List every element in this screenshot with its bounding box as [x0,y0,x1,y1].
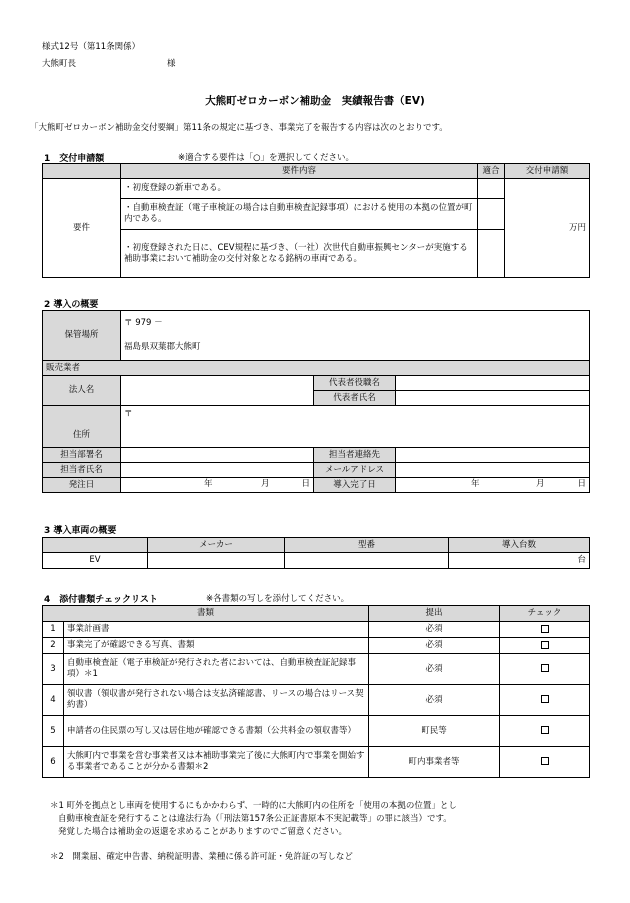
submit-requirement: 町内事業者等 [369,747,500,778]
fit-select[interactable] [478,230,505,278]
maker-field[interactable] [148,553,285,569]
storage-postal-field[interactable] [121,311,590,336]
table-row [43,654,590,685]
honorific: 様 [167,59,176,69]
grant-amount-field[interactable] [505,179,590,278]
checkbox[interactable] [541,664,549,672]
form-number: 様式12号（第11条関係） [42,42,141,52]
footnote-1-line2: 自動車検査証を発行することは違法行為（「刑法第157条公正証書原本不実記載等」の罪に該当）です。 [58,814,452,824]
doc-name: 自動車検査証（電子車検証が発行された者においては、自動車検査証記録事項）＊1 [64,654,369,685]
rep-name-field[interactable] [396,391,590,406]
requirement-item: ・初度登録の新車である。 [121,179,478,199]
fit-header: 適合 [478,164,505,179]
doc-header: 書類 [43,606,369,622]
model-field[interactable] [285,553,449,569]
checkbox-cell [500,622,590,638]
checkbox-cell [500,654,590,685]
section3-heading: 3 導入車両の概要 [44,526,117,536]
checkbox[interactable] [541,625,549,633]
section2-heading: 2 導入の概要 [44,300,99,310]
amount-unit: 万円 [568,222,586,233]
count-header: 導入台数 [449,538,590,553]
page-title: 大熊町ゼロカーボン補助金 実績報告書（EV) [205,95,425,107]
rep-title-label: 代表者役職名 [314,376,396,391]
section4-note: ※各書類の写しを添付してください。 [206,594,350,604]
count-field[interactable] [449,553,590,569]
order-month-unit: 月 [261,479,270,489]
doc-name: 事業計画書 [64,622,369,638]
vehicle-type: EV [43,553,148,569]
rep-title-field[interactable] [396,376,590,391]
dept-field[interactable] [121,448,314,463]
corp-name-field[interactable] [121,376,314,406]
footnote-1-line1: ＊1 町外を拠点とし車両を使用するにもかかわらず、一時的に大熊町内の住所を「使用の本拠の位置」とし [50,801,457,811]
complete-month-unit: 月 [536,479,545,489]
order-year-unit: 年 [204,479,213,489]
complete-day-unit: 日 [577,479,587,489]
addressee: 大熊町長 [42,59,77,69]
email-field[interactable] [396,463,590,478]
doc-name: 領収書（領収書が発行されない場合は支払済確認書、リースの場合はリース契約書） [64,685,369,716]
order-date-field[interactable] [121,478,314,493]
section1-heading: 1 交付申請額 [44,154,105,164]
table-row [43,716,590,747]
checkbox[interactable] [541,757,549,765]
address-postal-mark: 〒 [124,409,133,419]
table-row [43,747,590,778]
row-number: 4 [43,685,64,716]
requirements-table [42,163,590,278]
dealer-label: 販売業者 [43,361,590,376]
table-row [43,622,590,638]
doc-name: 大熊町内で事業を営む事業者又は本補助事業完了後に大熊町内で事業を開始する事業者であることが分かる書類＊2 [64,747,369,778]
section4-heading: 4 添付書類チェックリスト [44,595,158,605]
address-field[interactable] [121,406,590,448]
count-unit: 台 [577,555,586,565]
checkbox-cell [500,747,590,778]
checkbox-cell [500,716,590,747]
storage-address-field[interactable] [121,336,590,361]
section1-note: ※適合する要件は「○」を選択してください。 [178,153,355,163]
contact-field[interactable] [396,448,590,463]
footnote-2: ＊2 開業届、確定申告書、納税証明書、業種に係る許可証・免許証の写しなど [50,852,353,862]
complete-date-field[interactable] [396,478,590,493]
email-label: メールアドレス [314,463,396,478]
table-row [43,685,590,716]
overview-table [42,310,590,493]
row-number: 2 [43,638,64,654]
dept-label: 担当部署名 [43,448,121,463]
requirement-item: ・初度登録された日に、CEV規程に基づき、（一社）次世代自動車振興センターが実施する補助事業において補助金の交付対象となる銘柄の車両である。 [121,230,478,278]
complete-date-label: 導入完了日 [314,478,396,493]
row-number: 1 [43,622,64,638]
storage-postal: 〒 979 － [124,317,163,328]
model-header: 型番 [285,538,449,553]
row-number: 6 [43,747,64,778]
maker-header: メーカー [148,538,285,553]
table-row [43,638,590,654]
row-number: 5 [43,716,64,747]
vehicle-table [42,537,590,569]
complete-year-unit: 年 [471,479,480,489]
checklist-table [42,605,590,778]
storage-address: 福島県双葉郡大熊町 [124,342,201,353]
checkbox[interactable] [541,726,549,734]
corp-name-label: 法人名 [43,376,121,406]
rep-name-label: 代表者氏名 [314,391,396,406]
intro-text: 「大熊町ゼロカーボン補助金交付要綱」第11条の規定に基づき、事業完了を報告する内容は次のとおりです。 [30,123,448,133]
checkbox[interactable] [541,695,549,703]
amount-header: 交付申請額 [505,164,590,179]
person-field[interactable] [121,463,314,478]
contact-label: 担当者連絡先 [314,448,396,463]
address-label: 住所 [43,406,121,448]
fit-select[interactable] [478,199,505,230]
order-date-label: 発注日 [43,478,121,493]
submit-requirement: 必須 [369,654,500,685]
row-number: 3 [43,654,64,685]
order-day-unit: 日 [301,479,310,489]
requirements-content-header: 要件内容 [121,164,478,179]
submit-header: 提出 [369,606,500,622]
doc-name: 事業完了が確認できる写真、書類 [64,638,369,654]
fit-select[interactable] [478,179,505,199]
checkbox[interactable] [541,641,549,649]
submit-requirement: 必須 [369,685,500,716]
footnote-1-line3: 発覚した場合は補助金の返還を求めることがありますのでご留意ください。 [58,827,348,837]
submit-requirement: 町民等 [369,716,500,747]
requirement-item: ・自動車検査証（電子車検証の場合は自動車検査記録事項）における使用の本拠の位置が町内である。 [121,199,478,230]
checkbox-cell [500,685,590,716]
check-header: チェック [500,606,590,622]
submit-requirement: 必須 [369,622,500,638]
checkbox-cell [500,638,590,654]
requirements-row-label: 要件 [43,179,121,278]
person-label: 担当者氏名 [43,463,121,478]
doc-name: 申請者の住民票の写し又は居住地が確認できる書類（公共料金の領収書等） [64,716,369,747]
submit-requirement: 必須 [369,638,500,654]
storage-label: 保管場所 [43,311,121,361]
